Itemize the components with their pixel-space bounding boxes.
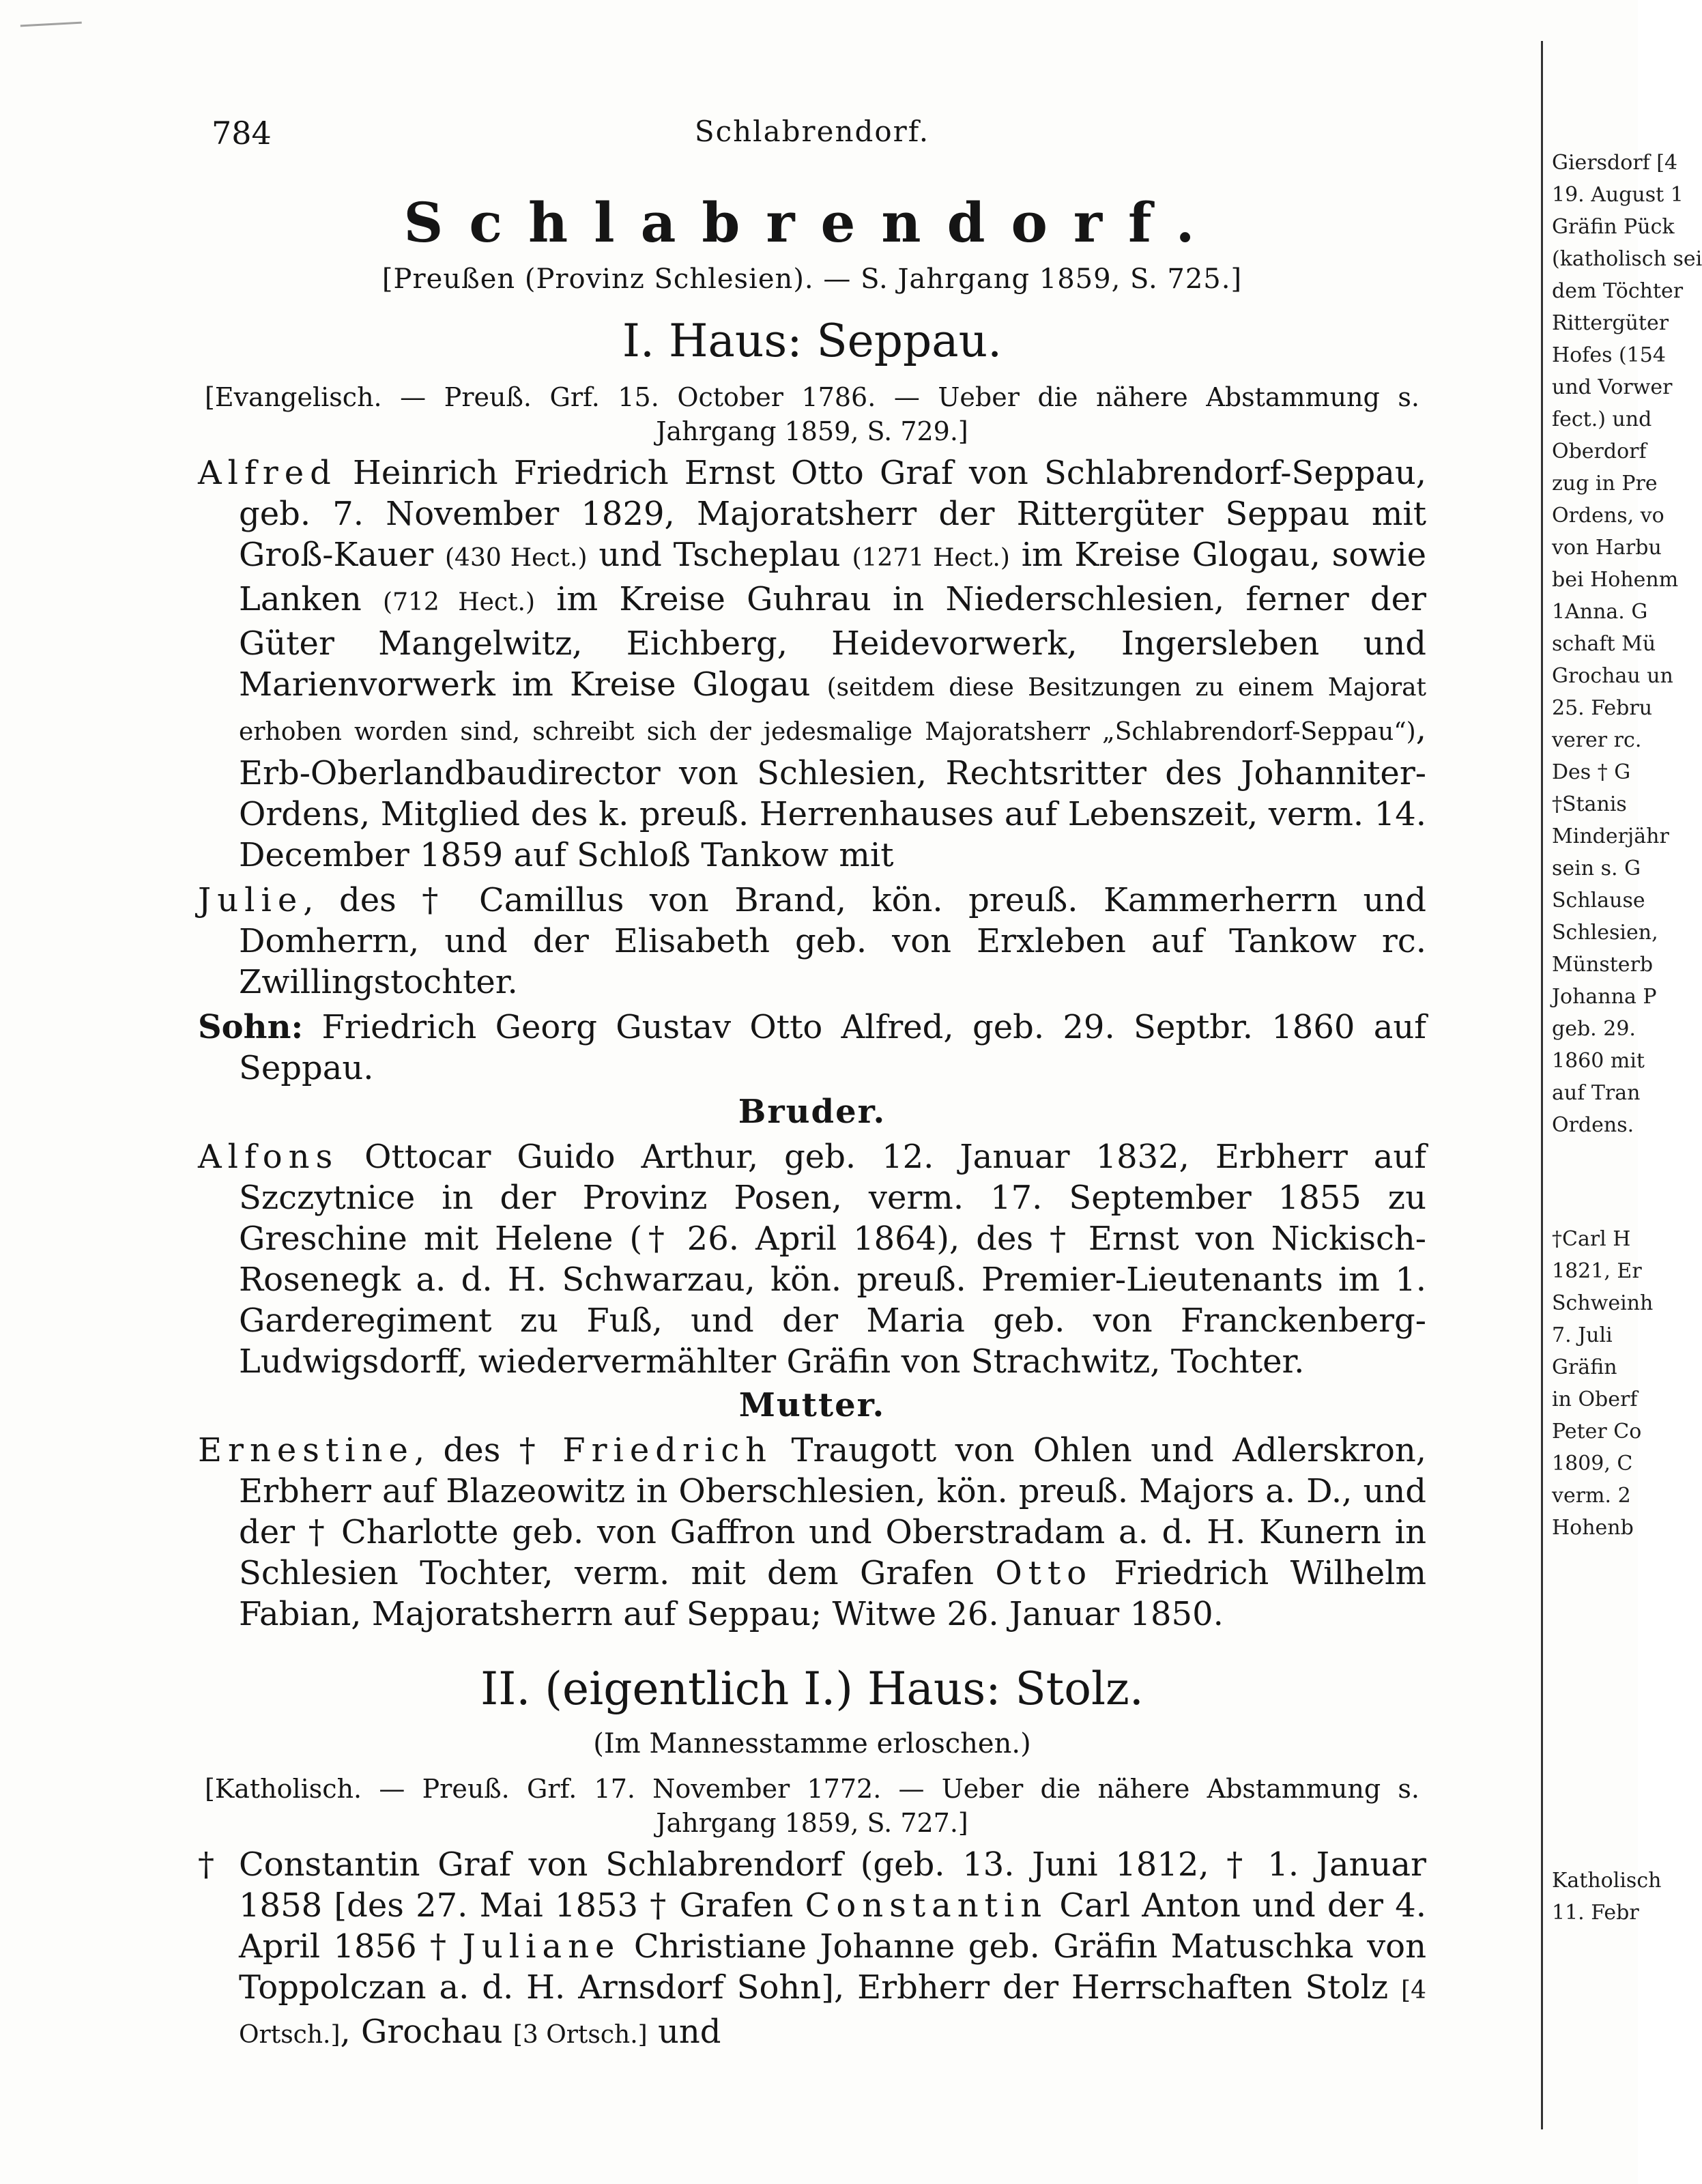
margin-fragment: Johanna P <box>1552 985 1657 1009</box>
margin-gap <box>1552 1141 1661 1223</box>
son-label: Sohn: <box>198 1008 304 1047</box>
area-note: (430 Hect.) <box>445 544 588 573</box>
margin-fragment: verer rc. <box>1552 728 1642 752</box>
area-note: (712 Hect.) <box>383 588 536 617</box>
margin-fragment: Schweinh <box>1552 1291 1654 1315</box>
house-1-note: [Evangelisch. — Preuß. Grf. 15. October 1786. — Ueber die nähere Abstammung s. Jahrgang 1859, S. 729.] <box>205 382 1419 447</box>
margin-fragment: Ordens, vo <box>1552 504 1664 528</box>
margin-fragment: Gräfin <box>1552 1355 1617 1379</box>
area-note: (1271 Hect.) <box>852 544 1010 573</box>
family-title: Schlabrendorf. <box>403 190 1221 255</box>
margin-fragment-list <box>1552 147 1702 1929</box>
mother-entry: Ernestine, des † Friedrich Traugott von Ohlen und Adlerskron, Erbherr auf Blazeowitz in Oberschlesien, kön. preuß. Majors a. D., und der † Charlotte geb. von Gaffron und Oberstradam a. d. H. Kunern in Schlesien Tochter, verm. mit dem Grafen Otto Friedrich Wilhelm Fabian, Majoratsherrn auf Seppau; Witwe 26. Januar 1850. <box>198 1431 1427 1634</box>
main-column <box>198 102 1426 2056</box>
margin-fragment: Peter Co <box>1552 1420 1642 1443</box>
margin-fragment: dem Töchter <box>1552 279 1684 303</box>
margin-fragment: auf Tran <box>1552 1081 1641 1105</box>
brother-name: Alfons <box>198 1138 339 1177</box>
margin-fragment: Grochau un <box>1552 664 1673 688</box>
column-rule <box>1541 41 1543 2129</box>
margin-fragment: 7. Juli <box>1552 1323 1613 1347</box>
margin-fragment: Ordens. <box>1552 1113 1634 1137</box>
margin-fragment: Rittergüter <box>1552 311 1669 335</box>
head-name: Alfred <box>198 454 337 493</box>
margin-fragment: geb. 29. <box>1552 1017 1636 1041</box>
house-2-title: II. (eigentlich I.) Haus: Stolz. <box>480 1663 1144 1716</box>
margin-fragment: und Vorwer <box>1552 375 1673 399</box>
margin-fragment: zug in Pre <box>1552 472 1658 495</box>
wife-entry: Julie, des † Camillus von Brand, kön. preuß. Kammerherrn und Domherrn, und der Elisabeth geb. von Erxleben auf Tankow rc. Zwillingstochter. <box>198 881 1426 1002</box>
margin-fragment: Giersdorf [4 <box>1552 151 1678 175</box>
house-2-note: [Katholisch. — Preuß. Grf. 17. November 1772. — Ueber die nähere Abstammung s. Jahrgang 1859, S. 727.] <box>205 1774 1419 1839</box>
locality-note: [3 Ortsch.] <box>513 2021 648 2050</box>
margin-fragment: Des † G <box>1552 760 1631 784</box>
margin-fragment: fect.) und <box>1552 407 1652 431</box>
margin-fragment: 1821, Er <box>1552 1259 1642 1283</box>
margin-fragment: †Carl H <box>1552 1227 1631 1251</box>
margin-fragment: bei Hohenm <box>1552 568 1679 592</box>
mother-name: Ernestine <box>198 1431 414 1470</box>
constantin-mother-name: Juliane <box>462 1927 621 1966</box>
majorat-note: (seitdem diese Besitzungen zu einem Majorat erhoben worden sind, schreibt sich der jedesmalige Majoratsherr „Schlabrendorf-Seppau“) <box>239 674 1427 747</box>
margin-fragment: Schlause <box>1552 889 1645 913</box>
constantin-father-name: Constantin <box>805 1886 1048 1925</box>
margin-fragment: von Harbu <box>1552 536 1662 560</box>
margin-fragment: sein s. G <box>1552 857 1641 880</box>
mother-heading: Mutter. <box>738 1386 886 1425</box>
margin-gap <box>1552 1544 1661 1865</box>
family-reference: [Preußen (Provinz Schlesien). — S. Jahrgang 1859, S. 725.] <box>381 263 1243 295</box>
mother-father-name: Friedrich <box>562 1431 773 1470</box>
margin-fragment: Hohenb <box>1552 1516 1634 1540</box>
margin-fragment: 1809, C <box>1552 1452 1633 1476</box>
mother-husband-name: Otto <box>995 1554 1093 1593</box>
margin-fragment: Gräfin Pück <box>1552 215 1675 239</box>
margin-fragment: 1Anna. G <box>1552 600 1648 624</box>
margin-fragment: schaft Mü <box>1552 632 1656 656</box>
margin-fragment: 1860 mit <box>1552 1049 1645 1073</box>
margin-fragment: in Oberf <box>1552 1388 1638 1411</box>
house-2-subtitle: (Im Mannesstamme erloschen.) <box>593 1728 1031 1760</box>
margin-fragment: 25. Febru <box>1552 696 1653 720</box>
head-of-house-entry: Alfred Heinrich Friedrich Ernst Otto Graf von Schlabrendorf-Seppau, geb. 7. November 1829, Majoratsherr der Rittergüter Seppau mit Groß-Kauer (430 Hect.) und Tscheplau (1271 Hect.) im Kreise Glogau, sowie Lanken (712 Hect.) im Kreise Guhrau in Niederschlesien, ferner der Güter Mangelwitz, Eichberg, Heidevorwerk, Ingersleben und Marienvorwerk im Kreise Glogau (seitdem diese Besitzungen zu einem Majorat erhoben worden sind, schreibt sich der jedesmalige Majoratsherr „Schlabrendorf-Seppau“), Erb-Oberlandbaudirector von Schlesien, Rechtsritter des Johanniter-Ordens, Mitglied des k. preuß. Herrenhauses auf Lebenszeit, verm. 14. December 1859 auf Schloß Tankow mit <box>198 454 1427 875</box>
margin-fragment: Minderjähr <box>1552 824 1669 848</box>
page-number: 784 <box>212 115 272 152</box>
margin-fragment: †Stanis <box>1552 792 1627 816</box>
house-1-title: I. Haus: Seppau. <box>622 315 1003 367</box>
corner-smudge <box>20 22 82 33</box>
margin-fragment: 19. August 1 <box>1552 183 1684 207</box>
margin-fragment: Hofes (154 <box>1552 343 1666 367</box>
wife-name: Julie <box>198 881 304 920</box>
brother-heading: Bruder. <box>738 1093 886 1132</box>
son-entry: Sohn: Friedrich Georg Gustav Otto Alfred, geb. 29. Septbr. 1860 auf Seppau. <box>198 1008 1426 1088</box>
brother-entry: Alfons Ottocar Guido Arthur, geb. 12. Januar 1832, Erbherr auf Szczytnice in der Provinz Posen, verm. 17. September 1855 zu Greschine mit Helene († 26. April 1864), des † Ernst von Nickisch-Rosenegk a. d. H. Schwarzau, kön. preuß. Premier-Lieutenants im 1. Garderegiment zu Fuß, und der Maria geb. von Franckenberg-Ludwigsdorff, wiedervermählter Gräfin von Strachwitz, Tochter. <box>198 1138 1426 1381</box>
locality-note: [4 Ortsch.] <box>239 1977 1426 2050</box>
margin-fragment: Oberdorf <box>1552 440 1647 463</box>
running-title: Schlabrendorf. <box>694 115 930 148</box>
running-header <box>198 102 1426 150</box>
margin-fragment: Schlesien, <box>1552 921 1658 945</box>
margin-fragment: 11. Febr <box>1552 1901 1639 1925</box>
constantin-entry: † Constantin Graf von Schlabrendorf (geb. 13. Juni 1812, † 1. Januar 1858 [des 27. Mai 1853 † Grafen Constantin Carl Anton und der 4. April 1856 † Juliane Christiane Johanne geb. Gräfin Matuschka von Toppolczan a. d. H. Arnsdorf Sohn], Erbherr der Herrschaften Stolz [4 Ortsch.], Grochau [3 Ortsch.] und <box>198 1845 1426 2052</box>
adjacent-page-margin <box>1529 0 1702 2184</box>
margin-fragment: verm. 2 <box>1552 1484 1631 1508</box>
margin-fragment: Münsterb <box>1552 953 1654 977</box>
margin-fragment: Katholisch <box>1552 1869 1662 1893</box>
margin-fragment: (katholisch sei <box>1552 247 1702 271</box>
